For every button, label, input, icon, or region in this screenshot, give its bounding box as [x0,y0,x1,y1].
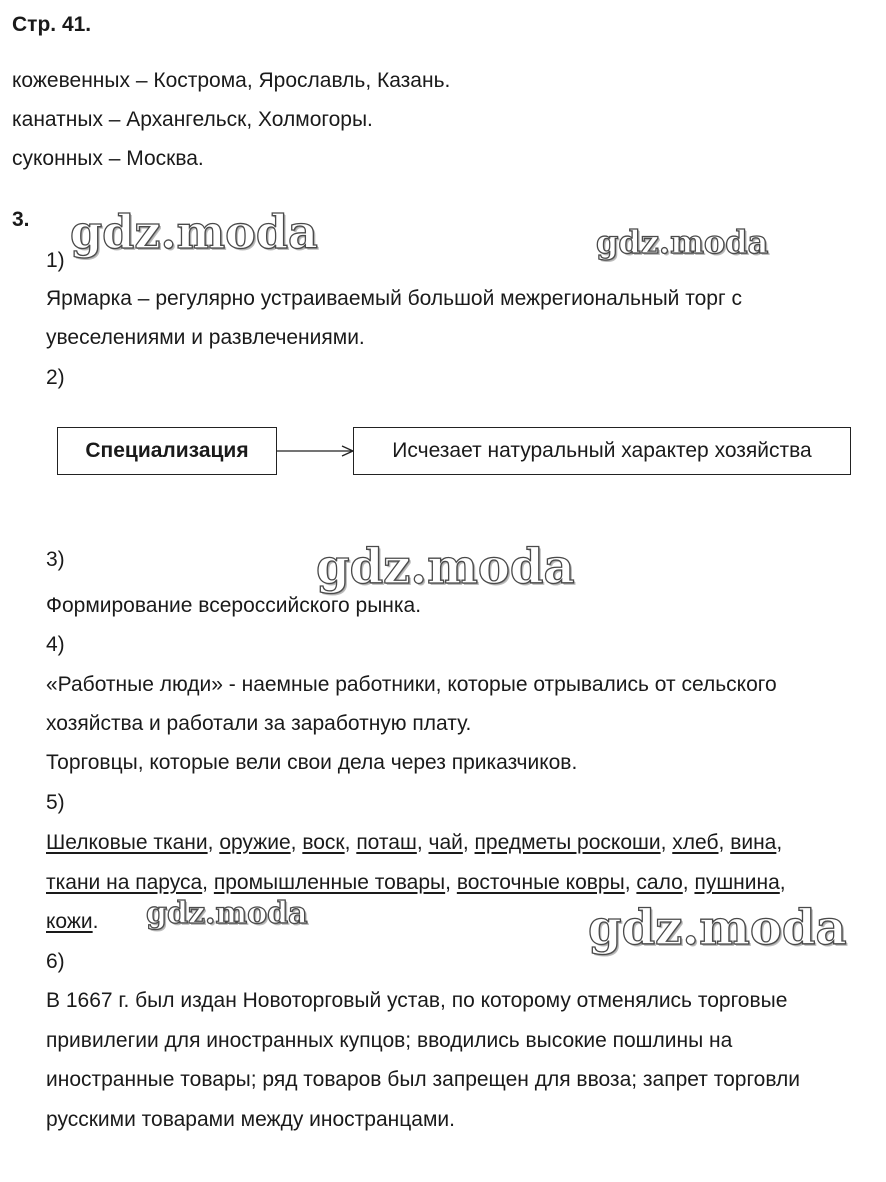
separator: , [207,831,214,854]
item-number-3: 3) [46,548,65,571]
item-6-line-2: привилегии для иностранных купцов; вводились высокие пошлины на [46,1029,733,1052]
flow-arrow-icon [277,443,355,459]
item-1-line-2: увеселениями и развлечениями. [46,326,365,349]
separator: , [416,831,423,854]
watermark-logo: gdz.moda [146,896,308,931]
goods-item: промышленные товары [213,871,446,894]
task-number: 3. [12,208,30,231]
goods-item: ткани на паруса [46,871,203,894]
separator: , [462,831,469,854]
item-4-line-3: Торговцы, которые вели свои дела через приказчиков. [46,751,578,774]
item-6-line-4: русскими товарами между иностранцами. [46,1108,455,1131]
goods-item: восточные ковры [456,871,625,894]
separator: , [445,871,451,894]
item-1-line-1: Ярмарка – регулярно устраиваемый большой межрегиональный торг с [46,287,742,310]
separator: , [776,831,783,854]
separator: , [779,871,786,894]
goods-item: предметы роскоши [474,831,661,854]
item-number-2: 2) [46,366,65,389]
separator: , [660,831,667,854]
item-6-line-1: В 1667 г. был издан Новоторговый устав, по которому отменялись торговые [46,989,788,1012]
intro-line-1: кожевенных – Кострома, Ярославль, Казань. [12,69,451,92]
item-number-4: 4) [46,633,65,656]
goods-item: кожи [46,910,93,933]
separator: , [682,871,689,894]
flow-box-specialization-label: Специализация [85,439,249,462]
watermark-logo: gdz.moda [596,223,769,261]
flow-box-specialization [57,427,277,475]
watermark-logo: gdz.moda [588,900,847,956]
goods-item: оружие [219,831,291,854]
goods-item: Шелковые ткани [46,831,208,854]
goods-line-2 [46,871,786,895]
item-4-line-2: хозяйства и работали за заработную плату. [46,712,472,735]
item-3-line-1: Формирование всероссийского рынка. [46,594,422,617]
flow-box-result-label: Исчезает натуральный характер хозяйства [392,439,812,462]
item-6-line-3: иностранные товары; ряд товаров был запрещен для ввоза; запрет торговли [46,1068,800,1091]
goods-line-3 [46,910,99,934]
item-number-1: 1) [46,249,65,272]
goods-item: чай [428,831,463,854]
page-heading: Стр. 41. [12,13,92,36]
goods-item: вина [730,831,777,854]
flow-box-result [353,427,851,475]
separator: , [624,871,631,894]
item-4-line-1: «Работные люди» - наемные работники, которые отрывались от сельского [46,673,777,696]
watermark-logo: gdz.moda [316,539,575,595]
goods-item: поташ [356,831,417,854]
separator: , [202,871,209,894]
goods-item: пушнина [694,871,780,894]
goods-item: сало [636,871,683,894]
terminator: . [92,910,99,933]
separator: , [290,831,297,854]
intro-line-3: суконных – Москва. [12,147,204,170]
watermark-logo: gdz.moda [70,205,318,259]
goods-line-1 [46,831,782,855]
separator: , [344,831,351,854]
item-number-6: 6) [46,950,65,973]
separator: , [718,831,725,854]
intro-line-2: канатных – Архангельск, Холмогоры. [12,108,373,131]
item-number-5: 5) [46,791,65,814]
goods-item: воск [302,831,345,854]
goods-item: хлеб [672,831,719,854]
